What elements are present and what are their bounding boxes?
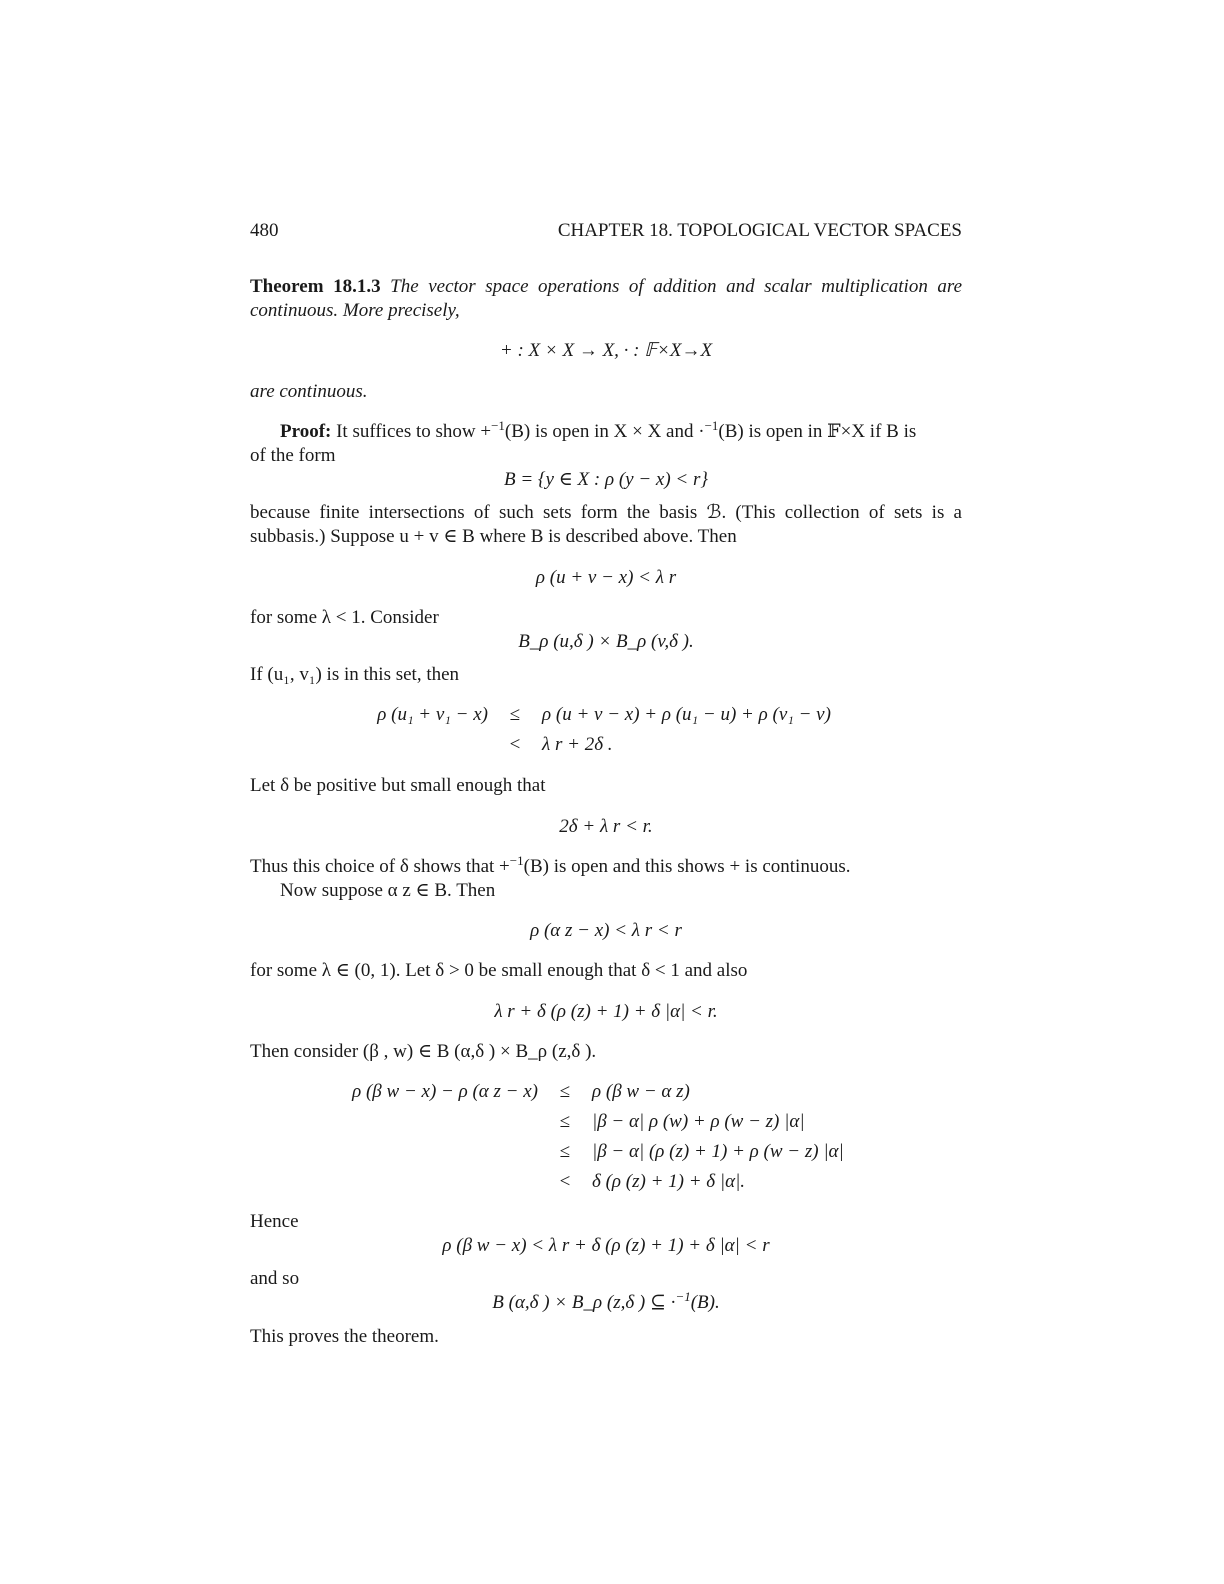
align-row <box>372 730 831 760</box>
aligned-inequality-1 <box>372 700 831 760</box>
running-header: CHAPTER 18. TOPOLOGICAL VECTOR SPACES <box>557 220 962 241</box>
equation-product-balls: B_ρ (u,δ ) × B_ρ (v,δ ). <box>518 631 694 652</box>
align-relation: ≤ <box>559 1111 571 1132</box>
align-lhs: ρ (u₁ + v₁ − x) <box>377 704 488 725</box>
page-number: 480 <box>250 220 279 241</box>
text-segment: (B). <box>690 1292 720 1313</box>
paragraph-consider: for some λ < 1. Consider <box>250 607 439 628</box>
paragraph-if-in-set: If (u₁, v₁) is in this set, then <box>250 664 460 685</box>
theorem-conclusion: are continuous. <box>250 381 368 402</box>
paragraph-then-consider: Then consider (β , w) ∈ B (α,δ ) × B_ρ (z,δ ). <box>250 1041 597 1062</box>
align-rhs: δ (ρ (z) + 1) + δ |α|. <box>592 1171 746 1192</box>
proof-label: Proof: <box>280 421 332 442</box>
equation-hence: ρ (β w − x) < λ r + δ (ρ (z) + 1) + δ |α| < r <box>442 1235 770 1256</box>
equation-rho-alpha: ρ (α z − x) < λ r < r <box>530 920 682 941</box>
equation-delta-condition: 2δ + λ r < r. <box>559 816 653 837</box>
align-lhs <box>348 1167 538 1197</box>
text-segment: Thus this choice of δ shows that + <box>250 856 510 877</box>
equation-small-delta: λ r + δ (ρ (z) + 1) + δ |α| < r. <box>494 1001 718 1022</box>
align-relation: < <box>509 734 521 755</box>
paragraph-conclusion: This proves the theorem. <box>250 1326 439 1347</box>
theorem-text: The vector space operations of addition and scalar multiplication are continuous. More precisely, <box>250 276 963 321</box>
align-lhs <box>348 1107 538 1137</box>
align-row <box>372 700 831 730</box>
paragraph-for-some-lambda: for some λ ∈ (0, 1). Let δ > 0 be small enough that δ < 1 and also <box>250 960 748 981</box>
paragraph-addition-continuous <box>250 855 850 879</box>
text-segment: (B) is open and this shows + is continuous. <box>523 856 851 877</box>
equation-ball: B = {y ∈ X : ρ (y − x) < r} <box>504 469 708 490</box>
proof-line-1 <box>280 420 916 444</box>
align-relation: ≤ <box>559 1141 571 1162</box>
theorem-statement <box>250 275 962 323</box>
inverse-exponent: −1 <box>704 418 719 433</box>
align-rhs: |β − α| (ρ (z) + 1) + ρ (w − z) |α| <box>592 1141 844 1162</box>
align-rhs: λ r + 2δ . <box>542 734 613 755</box>
align-rhs: ρ (β w − α z) <box>592 1081 690 1102</box>
inverse-exponent: −1 <box>491 418 505 433</box>
equation-rho-sum: ρ (u + v − x) < λ r <box>535 567 677 588</box>
paragraph-and-so: and so <box>250 1268 300 1289</box>
theorem-label: Theorem 18.1.3 <box>250 276 381 297</box>
align-lhs <box>348 1137 538 1167</box>
align-row <box>348 1077 844 1107</box>
align-row <box>348 1107 844 1137</box>
inverse-exponent: −1 <box>675 1289 691 1304</box>
equation-final-inclusion <box>250 1291 962 1315</box>
proof-text-b: (B) is open in X × X and · <box>504 421 705 442</box>
paragraph-basis: because finite intersections of such sets form the basis ℬ. (This collection of sets is a subbasis.) Suppose u + v ∈ B where B is described above. Then <box>250 502 962 547</box>
align-rhs: ρ (u + v − x) + ρ (u₁ − u) + ρ (v₁ − v) <box>542 704 831 725</box>
text-segment: B (α,δ ) × B_ρ (z,δ ) ⊆ · <box>492 1292 676 1313</box>
align-row <box>348 1167 844 1197</box>
align-relation: ≤ <box>509 704 521 725</box>
align-rhs: |β − α| ρ (w) + ρ (w − z) |α| <box>592 1111 805 1132</box>
paragraph-let-delta: Let δ be positive but small enough that <box>250 775 546 796</box>
paragraph-scalar: Now suppose α z ∈ B. Then <box>280 880 496 901</box>
inverse-exponent: −1 <box>509 853 524 868</box>
proof-line-2: of the form <box>250 445 336 466</box>
proof-text-a: It suffices to show + <box>336 421 492 442</box>
align-relation: ≤ <box>559 1081 571 1102</box>
align-lhs <box>372 730 488 760</box>
paragraph-hence: Hence <box>250 1211 299 1232</box>
align-row <box>348 1137 844 1167</box>
display-operations: + : X × X → X, · : 𝔽×X→X <box>499 340 713 361</box>
proof-text-c: (B) is open in 𝔽×X if B is <box>718 421 917 442</box>
aligned-inequality-2 <box>348 1077 844 1197</box>
align-lhs: ρ (β w − x) − ρ (α z − x) <box>352 1081 538 1102</box>
align-relation: < <box>559 1171 571 1192</box>
